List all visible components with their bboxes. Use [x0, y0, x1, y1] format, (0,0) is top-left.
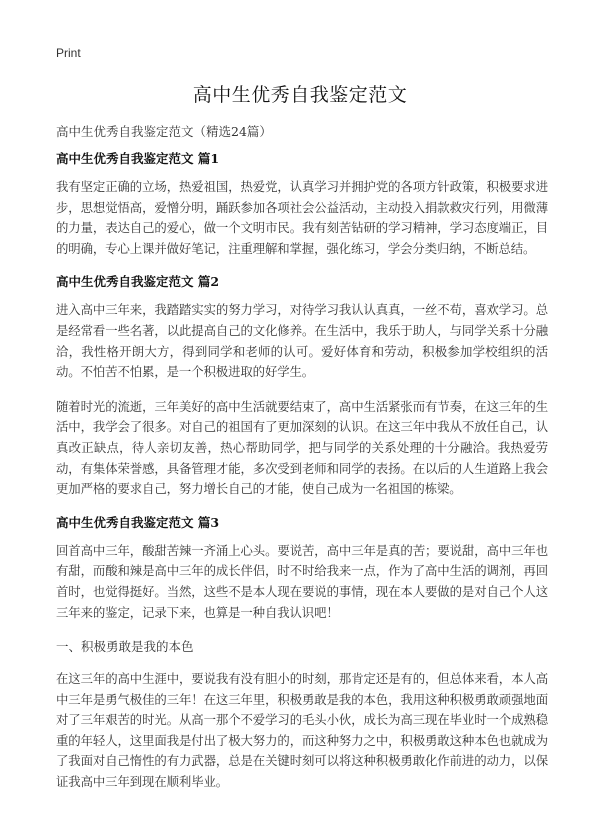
- section-1: [56, 150, 548, 259]
- paragraph: 进入高中三年来，我踏踏实实的努力学习，对待学习我认认真真，一丝不苟，喜欢学习。总是经常看一些名著，以此提高自己的文化修养。在生活中，我乐于助人，与同学关系十分融洽，我性格开朗大方，得到同学和老师的认可。爱好体育和劳动，积极参加学校组织的活动。不怕苦不怕累，是一个积极进取的好学生。: [56, 302, 548, 380]
- document-body: [56, 150, 548, 807]
- page-title: 高中生优秀自我鉴定范文: [192, 84, 408, 106]
- section-heading: 高中生优秀自我鉴定范文 篇2: [56, 274, 220, 290]
- section-heading: 高中生优秀自我鉴定范文 篇1: [56, 151, 220, 166]
- section-3: [56, 514, 548, 793]
- paragraph: 回首高中三年，酸甜苦辣一齐涌上心头。要说苦，高中三年是真的苦；要说甜，高中三年也有甜，而酸和辣是高中三年的成长伴侣，时不时给我来一点，作为了高中生活的调剂，再回首时，也觉得挺好。当然，这些不是本人现在要说的事情，现在本人要做的是对自己个人这三年来的鉴定，记录下来，也算是一种自我认识吧！: [56, 542, 548, 620]
- print-link[interactable]: Print: [56, 46, 81, 60]
- sub-heading: 一、积极勇敢是我的本色: [56, 639, 194, 655]
- document-subtitle: 高中生优秀自我鉴定范文（精选24篇）: [56, 124, 272, 139]
- section-2: [56, 273, 548, 499]
- paragraph: 在这三年的高中生涯中，要说我有没有胆小的时刻，那肯定还是有的，但总体来看，本人高中三年是勇气极佳的三年！在这三年里，积极勇敢是我的本色，我用这种积极勇敢顽强地面对了三年艰苦的时光。从高一那个不爱学习的毛头小伙，成长为高三现在毕业时一个成熟稳重的年轻人，这里面我是付出了极大努力的，而这种努力之中，积极勇敢这种本色也就成为了我面对自己惰性的有力武器，总是在关键时刻可以将这种积极勇敢化作前进的动力，以保证我高中三年到现在顺利毕业。: [56, 671, 548, 790]
- paragraph: 随着时光的流逝，三年美好的高中生活就要结束了，高中生活紧张而有节奏，在这三年的生活中，我学会了很多。对自己的祖国有了更加深刻的认识。在这三年中我从不放任自己，认真改正缺点，待人亲切友善，热心帮助同学，把与同学的关系处理的十分融洽。我热爱劳动，有集体荣誉感，具备管理才能，多次受到老师和同学的表扬。在以后的人生道路上我会更加严格的要求自己，努力增长自己的才能，使自己成为一名祖国的栋梁。: [56, 398, 548, 497]
- section-heading: 高中生优秀自我鉴定范文 篇3: [56, 514, 220, 530]
- paragraph: 我有坚定正确的立场，热爱祖国，热爱党，认真学习并拥护党的各项方针政策，积极要求进步，思想觉悟高，爱憎分明，踊跃参加各项社会公益活动，主动投入捐款救灾行列，用微薄的力量，表达自己的爱心，做一个文明市民。我有刻苦钻研的学习精神，学习态度端正，目的明确，专心上课并做好笔记，注重理解和掌握，强化练习，学会分类归纳，不断总结。: [56, 179, 548, 256]
